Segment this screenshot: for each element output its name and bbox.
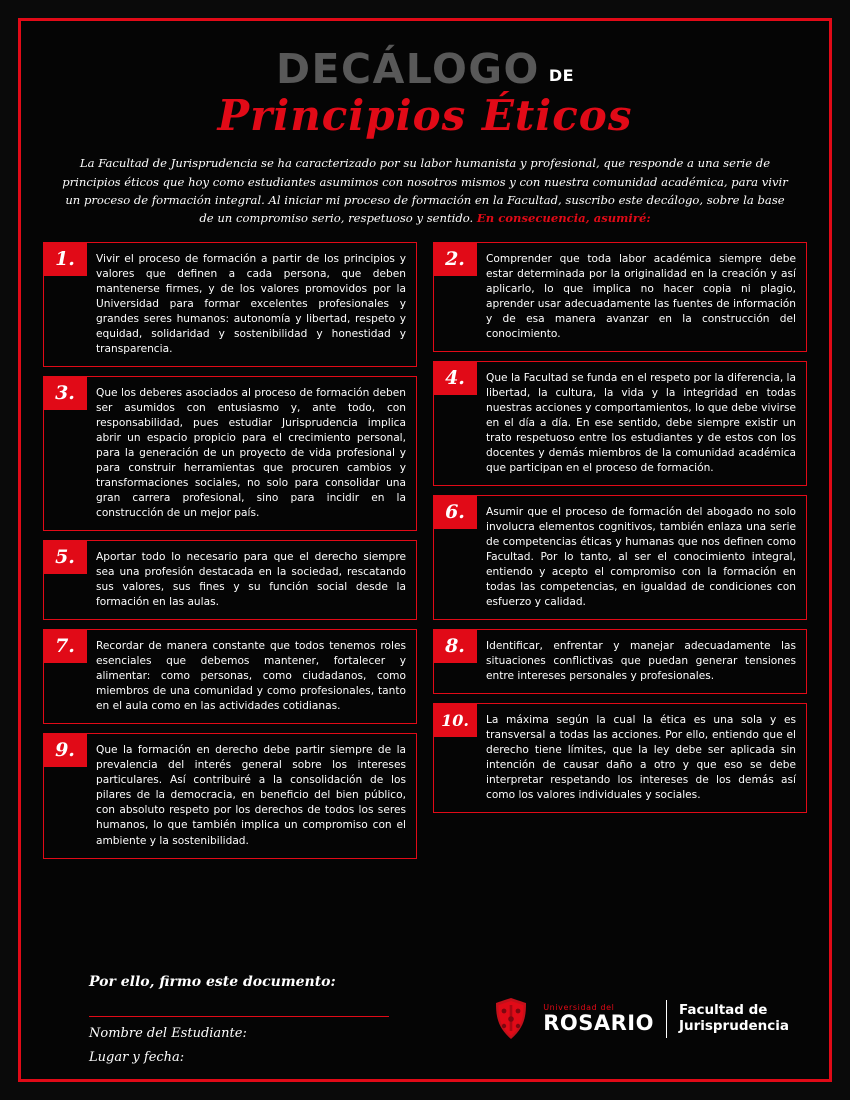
title-row bbox=[43, 45, 807, 93]
logo-wordmark bbox=[543, 1004, 654, 1034]
signature-rule bbox=[89, 1016, 389, 1017]
principle-number: 9. bbox=[43, 733, 87, 767]
principle-text: Identificar, enfrentar y manejar adecuadamente las situaciones conflictivas que puedan generar tensiones entre intereses personales y profesionales. bbox=[486, 640, 796, 683]
principle-item bbox=[43, 376, 417, 531]
place-date-field: Lugar y fecha: bbox=[89, 1050, 185, 1065]
principle-text: Que la formación en derecho debe partir siempre de la prevalencia del interés general sobre los intereses particulares. Así contribuiré a la consolidación de los pilares de la democracia, en beneficio del bien público, con absoluto respeto por los derechos de todos los seres humanos, lo que también implica un compromiso con el ambiente y la sostenibilidad. bbox=[96, 744, 406, 847]
principle-text: Recordar de manera constante que todos tenemos roles esenciales que debemos mantener, fortalecer y alimentar: como personas, como ciudadanos, como miembros de una comunidad y como profesionales, tanto en el aula como en las actividades cotidianas. bbox=[96, 640, 406, 713]
principles-column-right bbox=[433, 242, 807, 859]
logo-university-label: Universidad del bbox=[543, 1002, 615, 1012]
logo-rosario-label: ROSARIO bbox=[543, 1011, 654, 1036]
principle-number: 1. bbox=[43, 242, 87, 276]
principle-number: 6. bbox=[433, 495, 477, 529]
principle-item bbox=[43, 242, 417, 367]
principle-number: 5. bbox=[43, 540, 87, 574]
intro-paragraph bbox=[57, 154, 793, 227]
university-logo bbox=[491, 997, 789, 1041]
title-subtitle: Principios Éticos bbox=[217, 91, 633, 140]
intro-accent: En consecuencia, asumiré: bbox=[476, 211, 651, 226]
principle-item bbox=[43, 629, 417, 724]
principle-number: 4. bbox=[433, 361, 477, 395]
student-name-field: Nombre del Estudiante: bbox=[89, 1026, 247, 1041]
principle-text: Vivir el proceso de formación a partir de los principios y valores que definen a cada persona, que deben mantenerse firmes, y de los valores promovidos por la Universidad para formar excelentes profesionales y grandes seres humanos: autonomía y libertad, respeto y equidad, solidaridad y sostenibilidad y honestidad y transparencia. bbox=[96, 252, 406, 355]
principle-text: Asumir que el proceso de formación del abogado no solo involucra elementos cognitivos, también enlaza una serie de competencias éticas y humanas que nos definen como Facultad. Por lo tanto, al ser el conocimiento integral, entiendo y acepto el compromiso con la formación en todas las competencias, en igualdad de condiciones con esfuerzo y calidad. bbox=[486, 505, 796, 609]
title-de: DE bbox=[548, 66, 575, 85]
signature-prompt: Por ello, firmo este documento: bbox=[89, 974, 336, 990]
faculty-line-1: Facultad de bbox=[678, 1002, 768, 1019]
principle-item bbox=[433, 495, 807, 620]
poster-frame bbox=[18, 18, 832, 1082]
principles-column-left bbox=[43, 242, 417, 859]
crest-icon bbox=[491, 997, 531, 1041]
principles-columns bbox=[43, 242, 807, 859]
logo-divider bbox=[666, 1000, 667, 1038]
faculty-label bbox=[679, 1003, 789, 1035]
principle-text: Aportar todo lo necesario para que el derecho siempre sea una profesión destacada en la sociedad, rescatando sus valores, sus fines y su función social desde la formación en las aulas. bbox=[96, 551, 406, 609]
principle-item bbox=[43, 733, 417, 858]
principle-item bbox=[433, 361, 807, 486]
faculty-line-2: Jurisprudencia bbox=[678, 1018, 789, 1034]
principle-number: 2. bbox=[433, 242, 477, 276]
footer bbox=[43, 974, 807, 1065]
intro-text: La Facultad de Jurisprudencia se ha caracterizado por su labor humanista y profesional, que responde a una serie de principios éticos que hoy como estudiantes asumimos con nosotros mismos y con nuestra comunidad académica, para vivir un proceso de formación integral. Al iniciar mi proceso de formación en la Facultad, suscribo este decálogo, sobre la base de un compromiso serio, respetuoso y sentido. bbox=[62, 156, 788, 226]
principle-item bbox=[433, 629, 807, 694]
principle-number: 10. bbox=[433, 703, 477, 737]
header bbox=[43, 35, 807, 140]
principle-item bbox=[433, 703, 807, 813]
principle-text: Que los deberes asociados al proceso de formación deben ser asumidos con entusiasmo y, ante todo, con responsabilidad, pues estudiar Jurisprudencia implica abrir un espacio propicio para el crecimiento personal, para la generación de un proyecto de vida profesional y para construir herramientas que procuren cambios y transformaciones sociales, no solo para consolidar una gran carrera profesional, sino para incidir en la construcción de un mejor país. bbox=[96, 386, 406, 520]
principle-text: Que la Facultad se funda en el respeto por la diferencia, la libertad, la cultura, la vida y la integridad en todas nuestras acciones y comportamientos, lo que debe vivirse en el día a día. En ese sentido, debe siempre existir un trato respetuoso entre los estudiantes y de estos con los docentes y demás miembros de la comunidad académica que participan en el proceso de formación. bbox=[486, 371, 796, 474]
principle-number: 7. bbox=[43, 629, 87, 663]
principle-number: 3. bbox=[43, 376, 87, 410]
principle-text: La máxima según la cual la ética es una sola y es transversal a todas las acciones. Por ello, entiendo que el derecho tiene límites, que la ley debe ser aplicada sin intención de causar daño a otro y que eso se debe interpretar respetando los intereses de los demás así como los valores individuales y sociales. bbox=[486, 714, 796, 802]
principle-item bbox=[43, 540, 417, 620]
principle-number: 8. bbox=[433, 629, 477, 663]
principle-text: Comprender que toda labor académica siempre debe estar determinada por la originalidad en la creación y así aplicarlo, lo que implica no hacer copia ni plagio, aprender usar adecuadamente las fuentes de información y de esa manera avanzar en la construcción del conocimiento. bbox=[486, 252, 796, 340]
principle-item bbox=[433, 242, 807, 352]
page-title: DECÁLOGO bbox=[275, 45, 540, 93]
